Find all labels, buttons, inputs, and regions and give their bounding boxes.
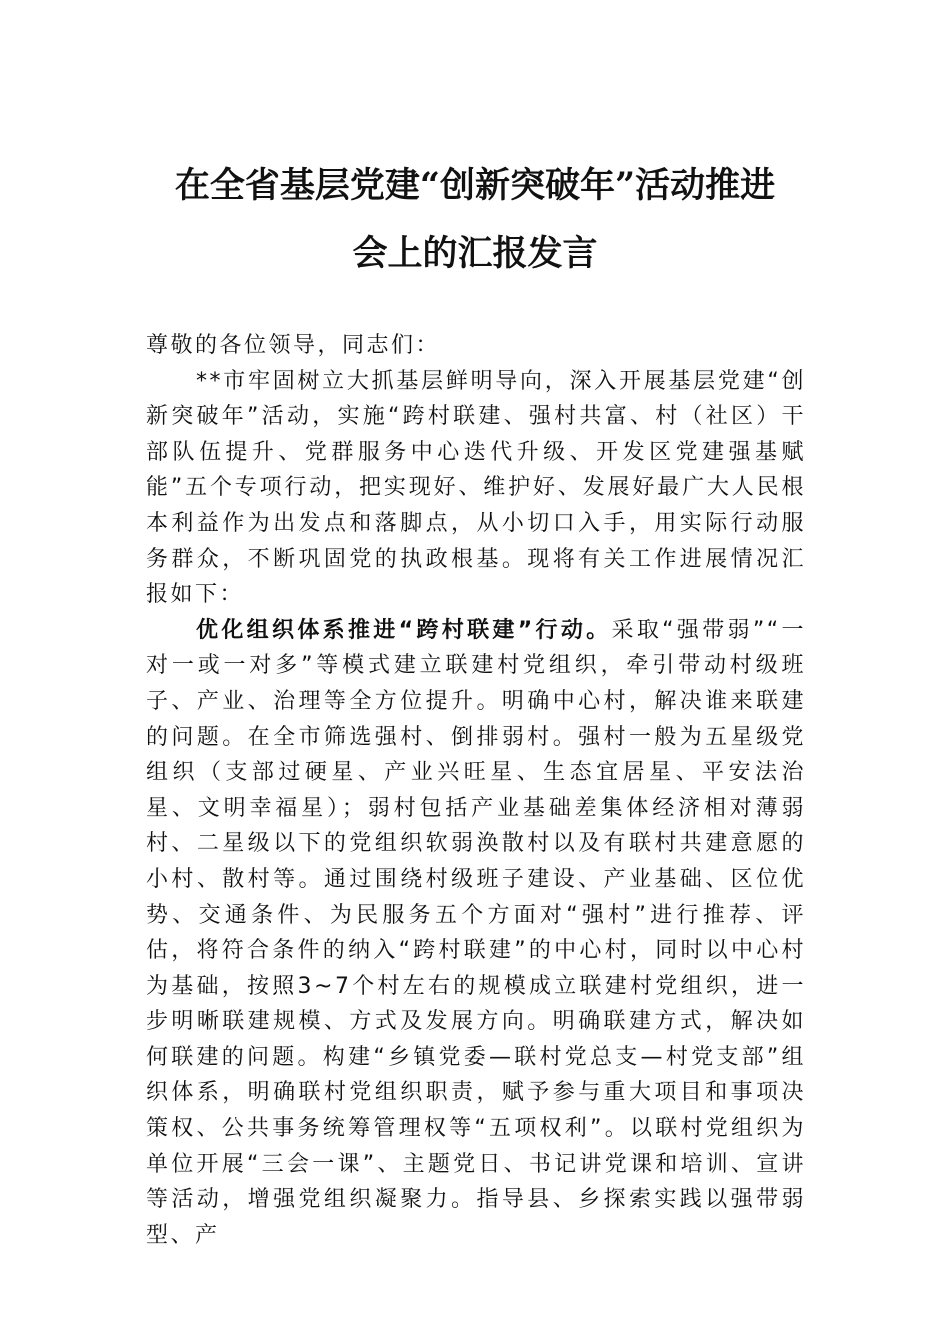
document-title-line-1: 在全省基层党建“创新突破年”活动推进 — [174, 165, 776, 206]
salutation: 尊敬的各位领导，同志们： — [146, 333, 441, 358]
document-title-line-2: 会上的汇报发言 — [352, 233, 598, 274]
document-body — [146, 328, 806, 1253]
paragraph-body: 采取“强带弱”“一对一或一对多”等模式建立联建村党组织，牵引带动村级班子、产业、治理等全方位提升。明确中心村，解决谁来联建的问题。在全市筛选强村、倒排弱村。强村一般为五星级党组织（支部过硬星、产业兴旺星、生态宜居星、平安法治星、文明幸福星）；弱村包括产业基础差集体经济相对薄弱村、二星级以下的党组织软弱涣散村以及有联村共建意愿的小村、散村等。通过围绕村级班子建设、产业基础、区位优势、交通条件、为民服务五个方面对“强村”进行推荐、评估，将符合条件的纳入“跨村联建”的中心村，同时以中心村为基础，按照3~7个村左右的规模成立联建村党组织，进一步明晰联建规模、方式及发展方向。明确联建方式，解决如何联建的问题。构建“乡镇党委—联村党总支—村党支部”组织体系，明确联村党组织职责，赋予参与重大项目和事项决策权、公共事务统筹管理权等“五项权利”。以联村党组织为单位开展“三会一课”、主题党日、书记讲党课和培训、宣讲等活动，增强党组织凝聚力。指导县、乡探索实践以强带弱型、产 — [146, 617, 806, 1248]
paragraph-cross-village — [146, 613, 806, 1254]
paragraph-intro: **市牢固树立大抓基层鲜明导向，深入开展基层党建“创新突破年”活动，实施“跨村联建、强村共富、村（社区）干部队伍提升、党群服务中心迭代升级、开发区党建强基赋能”五个专项行动，把实现好、维护好、发展好最广大人民根本利益作为出发点和落脚点，从小切口入手，用实际行动服务群众，不断巩固党的执政根基。现将有关工作进展情况汇报如下： — [146, 368, 806, 608]
paragraph-heading: 优化组织体系推进“跨村联建”行动。 — [196, 617, 612, 643]
